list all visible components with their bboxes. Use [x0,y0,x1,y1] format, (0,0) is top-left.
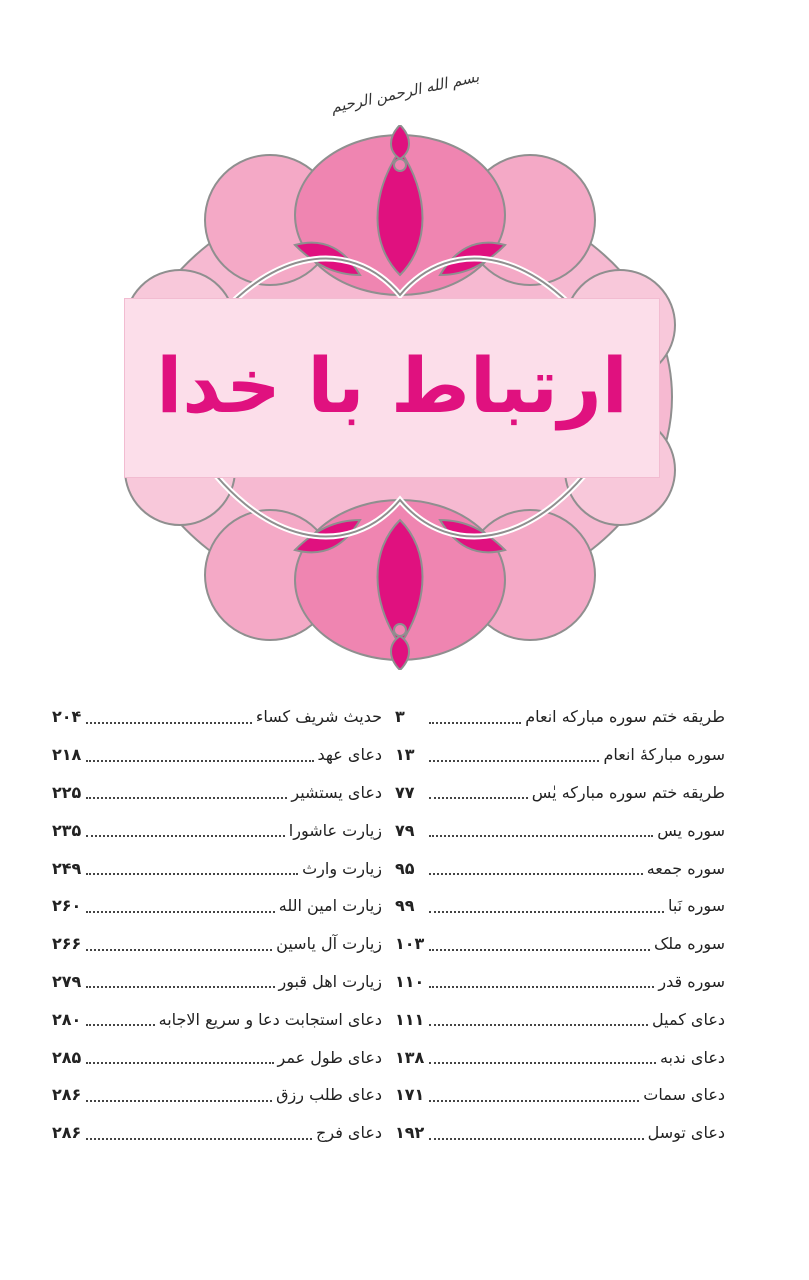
toc-entry-title: سوره قدر [658,971,725,991]
toc-entry-title: دعای طول عمر [277,1047,382,1067]
toc-dot-leader [429,869,643,875]
toc-entry[interactable] [395,1114,725,1152]
toc-dot-leader [429,1096,639,1102]
toc-page-number: ۲۲۵ [52,782,82,802]
toc-entry[interactable] [395,963,725,1001]
toc-entry-title: طریقه ختم سوره مبارکه یٰس [531,782,725,802]
toc-entry-title: سوره نَبا [667,896,725,916]
toc-entry[interactable] [395,1038,725,1076]
toc-dot-leader [86,1134,312,1140]
toc-page-number: ۲۸۰ [52,1009,82,1029]
toc-entry[interactable] [52,963,382,1001]
toc-entry-title: زیارت امین الله [278,896,382,916]
toc-dot-leader [86,831,285,837]
toc-entry[interactable] [52,774,382,812]
toc-entry-title: دعای فرج [316,1123,382,1143]
toc-entry[interactable] [52,1038,382,1076]
toc-page-number: ۲۸۶ [52,1123,82,1143]
toc-entry-title: زیارت وارث [302,858,382,878]
toc-entry-title: حدیث شریف کساء [255,707,382,727]
toc-entry[interactable] [52,1114,382,1152]
toc-entry[interactable] [52,1076,382,1114]
toc-dot-leader [86,869,298,875]
toc-dot-leader [86,907,275,913]
toc-page-number: ۱۳ [395,745,415,765]
toc-page-number: ۷۹ [395,820,415,840]
toc-entry[interactable] [395,849,725,887]
toc-entry[interactable] [52,849,382,887]
toc-dot-leader [429,1058,656,1064]
toc-dot-leader [86,1058,274,1064]
toc-entry[interactable] [52,1000,382,1038]
toc-page-number: ۲۳۵ [52,820,82,840]
toc-entry[interactable] [395,1076,725,1114]
toc-page-number: ۱۹۲ [395,1123,425,1143]
toc-entry-title: دعای استجابت دعا و سریع الاجابه [158,1009,382,1029]
toc-right-column [395,698,725,1152]
toc-entry-title: دعای طلب رزق [276,1085,382,1105]
toc-entry[interactable] [395,774,725,812]
toc-dot-leader [86,945,272,951]
toc-page-number: ۷۷ [395,782,415,802]
toc-dot-leader [429,1020,648,1026]
toc-dot-leader [86,1020,155,1026]
toc-entry-title: سوره جمعه [646,858,725,878]
toc-entry-title: زیارت آل یاسین [276,934,382,954]
toc-page-number: ۱۰۳ [395,934,425,954]
toc-entry[interactable] [395,736,725,774]
toc-entry[interactable] [52,698,382,736]
toc-dot-leader [429,1134,644,1140]
toc-entry[interactable] [395,887,725,925]
toc-entry-title: دعای عهد [317,745,382,765]
toc-dot-leader [429,831,653,837]
toc-page-number: ۲۶۶ [52,934,82,954]
toc-dot-leader [86,718,252,724]
basmala-calligraphy: بسم الله الرحمن الرحیم [329,67,481,117]
toc-entry-title: زیارت عاشورا [288,820,382,840]
toc-page-number: ۲۸۶ [52,1085,82,1105]
toc-entry-title: دعای یستشیر [291,782,382,802]
toc-entry-title: دعای توسل [647,1123,725,1143]
toc-entry[interactable] [395,1000,725,1038]
toc-page-number: ۳ [395,707,405,727]
toc-entry[interactable] [52,887,382,925]
toc-dot-leader [429,756,599,762]
toc-page-number: ۲۷۹ [52,971,82,991]
page-title: ارتباط با خدا [156,340,628,430]
toc-entry[interactable] [52,811,382,849]
toc-dot-leader [429,793,528,799]
toc-dot-leader [86,982,275,988]
toc-entry-title: دعای ندبه [659,1047,725,1067]
toc-entry-title: سوره یس [657,820,725,840]
toc-page-number: ۱۱۱ [395,1009,425,1029]
toc-entry[interactable] [395,698,725,736]
toc-page-number: ۱۱۰ [395,971,425,991]
toc-page-number: ۲۰۴ [52,707,82,727]
toc-entry-title: طریقه ختم سوره مبارکه انعام [525,707,725,727]
toc-entry[interactable] [52,925,382,963]
toc-entry[interactable] [52,736,382,774]
toc-entry-title: دعای سمات [643,1085,725,1105]
toc-dot-leader [86,1096,272,1102]
toc-page-number: ۲۱۸ [52,745,82,765]
toc-entry[interactable] [395,811,725,849]
toc-page-number: ۲۸۵ [52,1047,82,1067]
toc-dot-leader [86,756,314,762]
toc-dot-leader [429,718,521,724]
title-banner [124,298,660,478]
toc-entry-title: زیارت اهل قبور [278,971,382,991]
toc-page-number: ۱۳۸ [395,1047,425,1067]
toc-dot-leader [429,982,654,988]
toc-page-number: ۲۶۰ [52,896,82,916]
toc-dot-leader [429,907,664,913]
toc-page-number: ۹۹ [395,896,415,916]
toc-left-column [52,698,382,1152]
toc-entry-title: دعای کمیل [652,1009,725,1029]
toc-page-number: ۹۵ [395,858,415,878]
toc-page-number: ۲۴۹ [52,858,82,878]
toc-page-number: ۱۷۱ [395,1085,425,1105]
toc-dot-leader [86,793,287,799]
toc-entry-title: سوره ملک [653,934,725,954]
toc-dot-leader [429,945,650,951]
toc-entry-title: سوره مبارکهٔ انعام [603,745,725,765]
toc-entry[interactable] [395,925,725,963]
